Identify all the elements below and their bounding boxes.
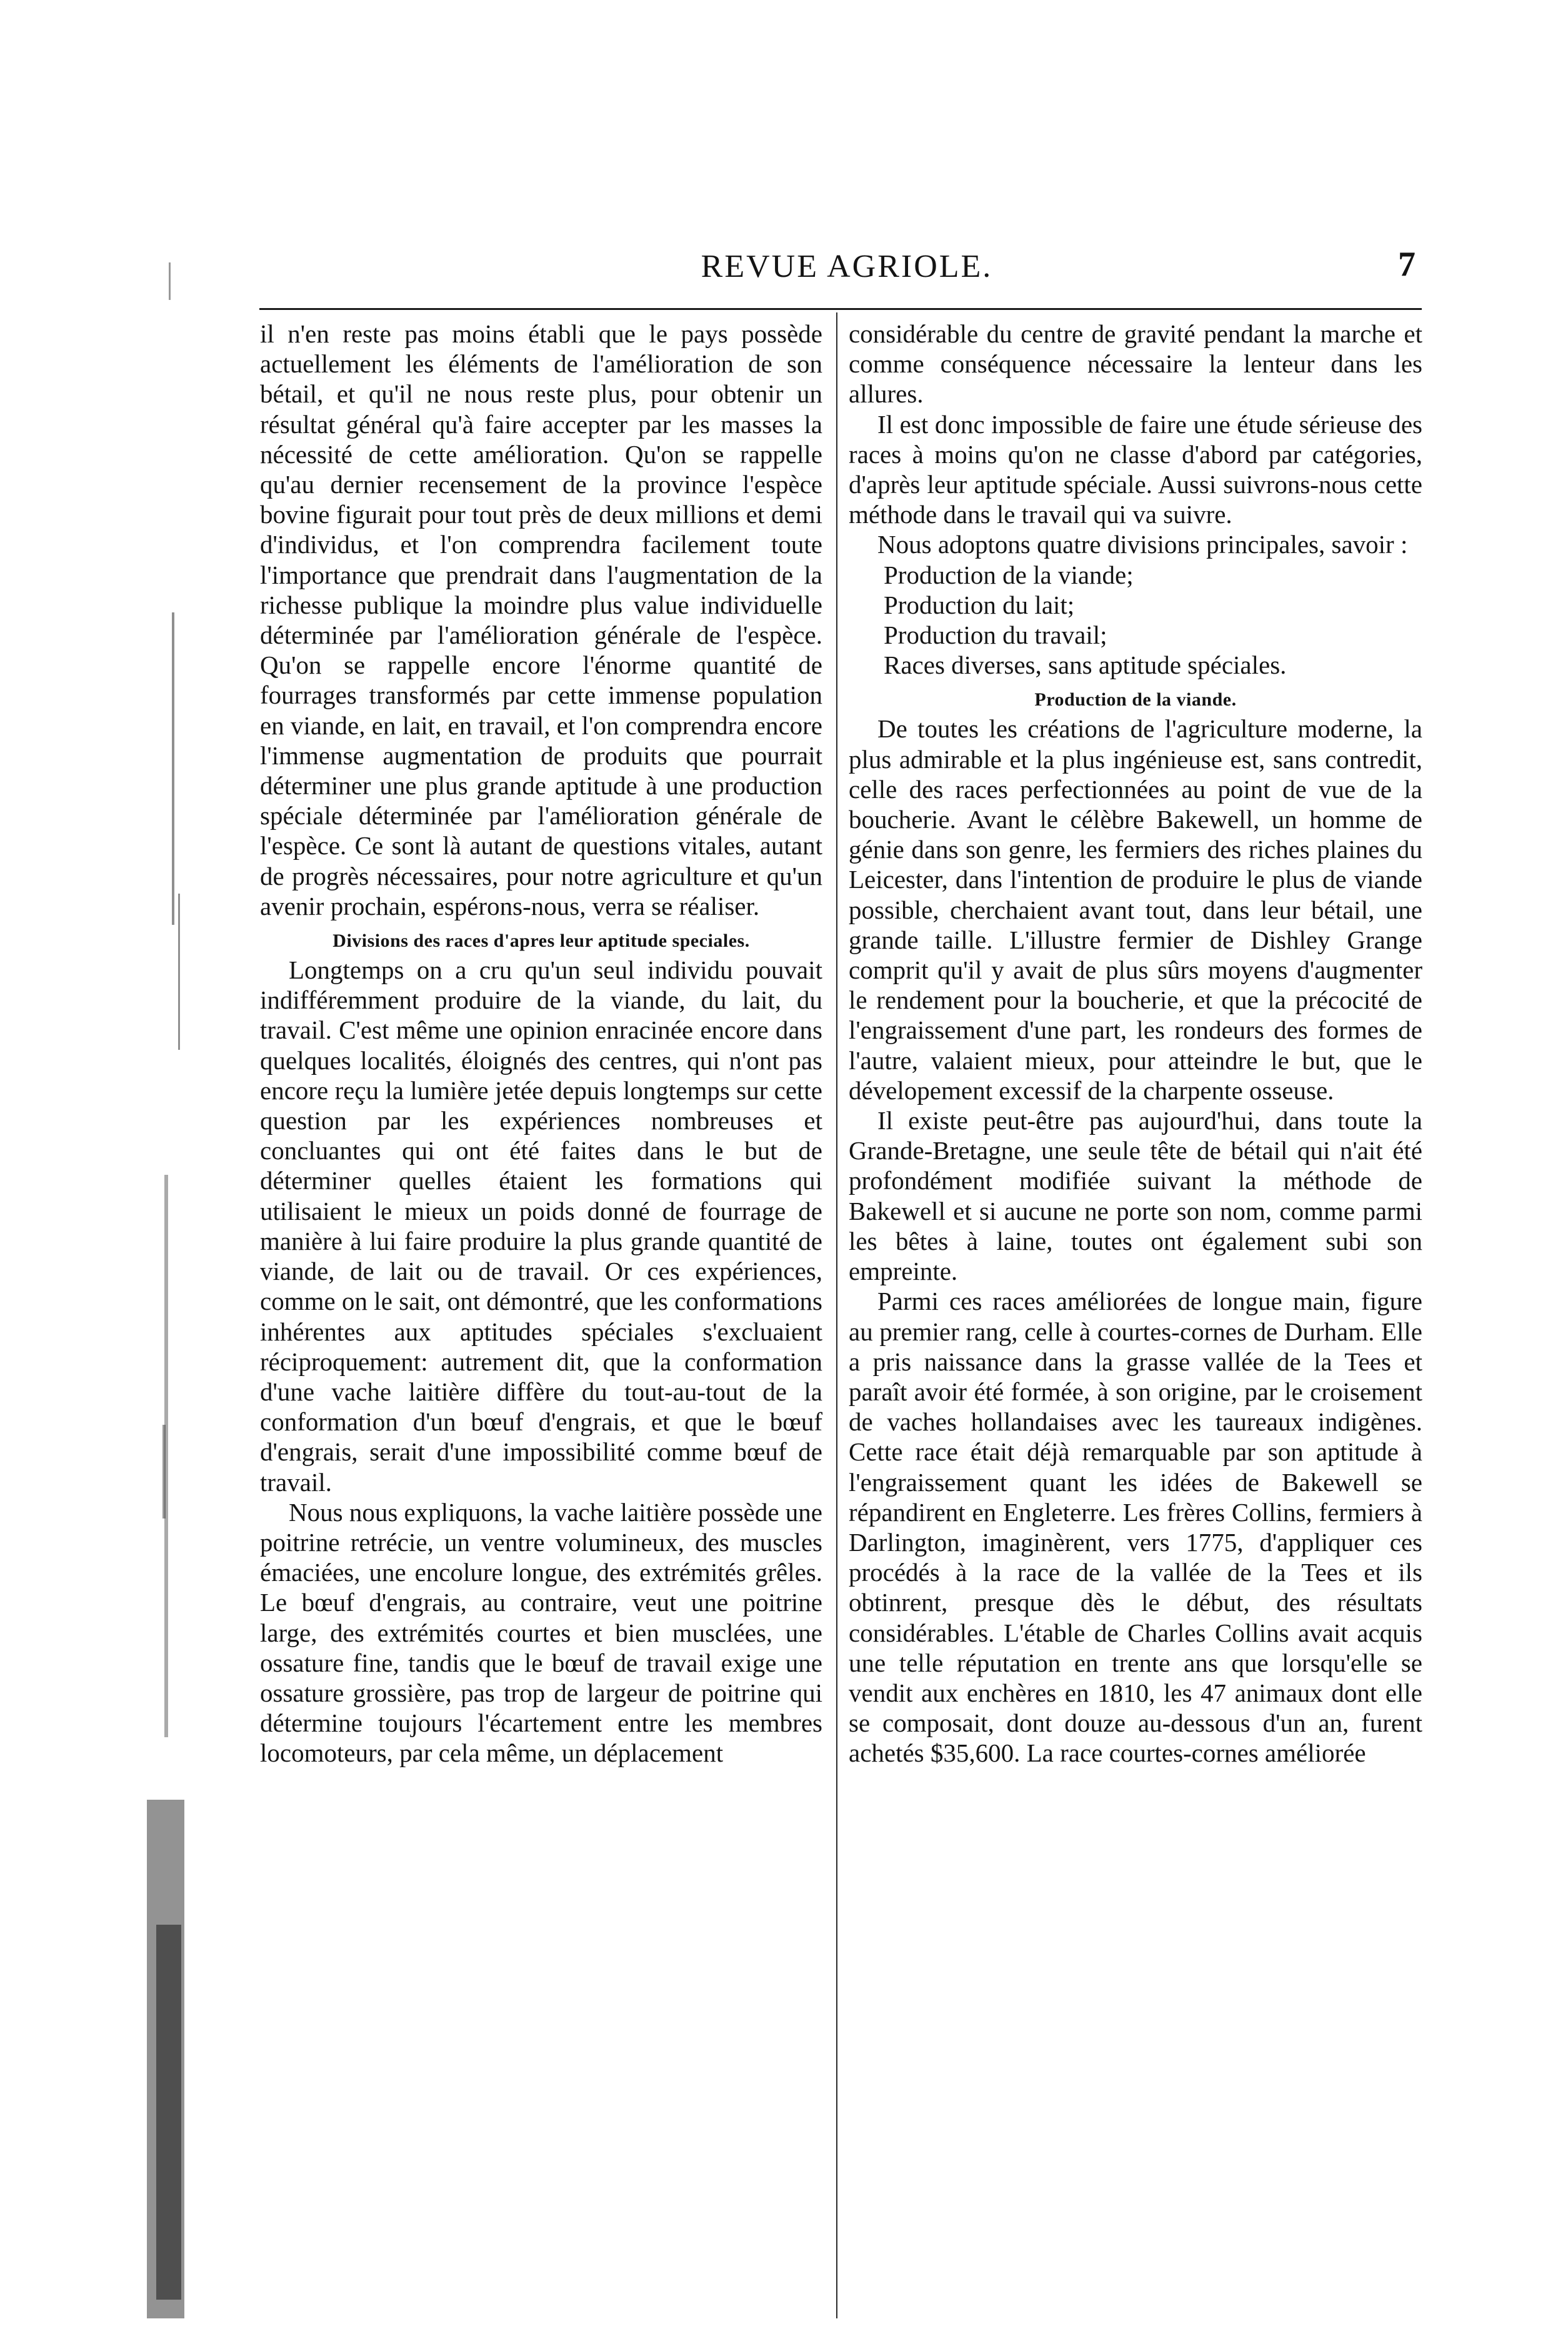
paragraph: Longtemps on a cru qu'un seul individu pouvait indifféremment produire de la viande, du lait, du travail. C'est même une opinion enracinée encore dans quelques localités, éloignés des centres, qui n'ont pas encore reçu la lumière jetée depuis longtemps sur cette question par les expériences nombreuses et concluantes qui ont été faites dans le but de déterminer quelles étaient les formations qui utilisaient le mieux un poids donné de fourrage de manière à lui faire produire la plus grande quantité de viande, de lait ou de travail. Or ces expériences, comme on le sait, ont démontré, que les conformations inhérentes aux aptitudes spéciales s'excluaient réciproquement: autrement dit, que la conformation d'une vache laitière diffère du tout-au-tout de la conformation d'un bœuf d'engrais, et que le bœuf d'engrais, serait d'une impossibilité comme bœuf de travail. xyxy=(260,955,822,1497)
paragraph: Nous nous expliquons, la vache laitière possède une poitrine retrécie, un ventre volumineux, des muscles émaciées, une encolure longue, des extrémités grêles. Le bœuf d'engrais, au contraire, veut une poitrine large, des extrémités courtes et bien musclées, une ossature fine, tandis que le bœuf de travail exige une ossature grossière, pas trop de largeur de poitrine qui détermine toujours l'écartement entre les membres locomoteurs, par cela même, un déplacement xyxy=(260,1497,822,1768)
paragraph: De toutes les créations de l'agriculture moderne, la plus admirable et la plus ingénieuse est, sans contredit, celle des races perfectionnées au point de vue de la boucherie. Avant le célèbre Bakewell, un homme de génie dans son genre, les fermiers des riches plaines du Leicester, dans l'intention de produire le plus de viande possible, cherchaient avant tout, dans leur bétail, une grande taille. L'illustre fermier de Dishley Grange comprit qu'il y avait de plus sûrs moyens d'augmenter le rendement pour la boucherie, et que la précocité de l'engraissement d'une part, les rondeurs des formes de l'autre, valaient mieux, pour atteindre le but, que le dévelopement excessif de la charpente osseuse. xyxy=(849,714,1422,1105)
list-item: Production de la viande; xyxy=(884,560,1134,589)
paragraph: Il existe peut-être pas aujourd'hui, dans toute la Grande-Bretagne, une seule tête de bétail qui n'ait été profondément modifiée suivant la méthode de Bakewell et si aucune ne porte son nom, comme parmi les bêtes à laine, toutes ont également subi son empreinte. xyxy=(849,1106,1422,1286)
paragraph: Parmi ces races améliorées de longue main, figure au premier rang, celle à courtes-cornes de Durham. Elle a pris naissance dans la grasse vallée de la Tees et paraît avoir été formée, à son origine, par le croisement de vaches hollandaises avec les taureaux indigènes. Cette race était déjà remarquable par son aptitude à l'engraissement quant les idées de Bakewell se répandirent en Engleterre. Les frères Collins, fermiers à Darlington, imaginèrent, vers 1775, d'appliquer ces procédés à la race de la vallée de la Tees et ils obtinrent, presque dès le début, des résultats considérables. L'étable de Charles Collins avait acquis une telle réputation en trente ans que lorsqu'elle se vendit aux enchères en 1810, les 47 animaux dont elle se composait, dont douze au-dessous d'un an, furent achetés $35,600. La race courtes-cornes améliorée xyxy=(849,1287,1422,1768)
scan-binding-edge xyxy=(134,237,203,2318)
paragraph: Il est donc impossible de faire une étude sérieuse des races à moins qu'on ne classe d'abord par catégories, d'après leur aptitude spéciale. Aussi suivrons-nous cette méthode dans le travail qui va suivre. xyxy=(849,409,1422,529)
list-item: Races diverses, sans aptitude spéciales. xyxy=(884,651,1287,680)
left-column xyxy=(260,319,822,2318)
section-heading: Divisions des races d'apres leur aptitude speciales. xyxy=(332,930,750,952)
list-item: Production du lait; xyxy=(884,590,1075,619)
right-column xyxy=(849,319,1422,2318)
column-divider xyxy=(836,312,837,2318)
page-header xyxy=(253,247,1422,297)
running-title: REVUE AGRIOLE. xyxy=(701,249,993,284)
list-item: Production du travail; xyxy=(884,621,1107,650)
header-rule xyxy=(259,308,1422,310)
page-number: 7 xyxy=(1398,245,1416,284)
paragraph: considérable du centre de gravité pendant la marche et comme conséquence nécessaire la lenteur dans les allures. xyxy=(849,319,1422,409)
paragraph: Nous adoptons quatre divisions principales, savoir : xyxy=(877,530,1408,559)
section-heading: Production de la viande. xyxy=(1034,689,1237,711)
paragraph: il n'en reste pas moins établi que le pays possède actuellement les éléments de l'amélioration de son bétail, et qu'il ne nous reste plus, pour obtenir un résultat général qu'à faire accepter par les masses la nécessité de cette amélioration. Qu'on se rappelle qu'au dernier recensement de la province l'espèce bovine figurait pour tout près de deux millions et demi d'individus, et l'on comprendra facilement toute l'importance que prendrait dans l'augmentation de la richesse publique la moindre plus value individuelle déterminée par l'amélioration générale de l'espèce. Qu'on se rappelle encore l'énorme quantité de fourrages transformés par cette immense population en viande, en lait, en travail, et l'on comprendra encore l'immense augmentation de produits que pourrait déterminer une plus grande aptitude à une production spéciale déterminée par l'amélioration générale de l'espèce. Ce sont là autant de questions vitales, autant de progrès nécessaires, pour notre agriculture et qu'un avenir prochain, espérons-nous, verra se réaliser. xyxy=(260,319,822,920)
